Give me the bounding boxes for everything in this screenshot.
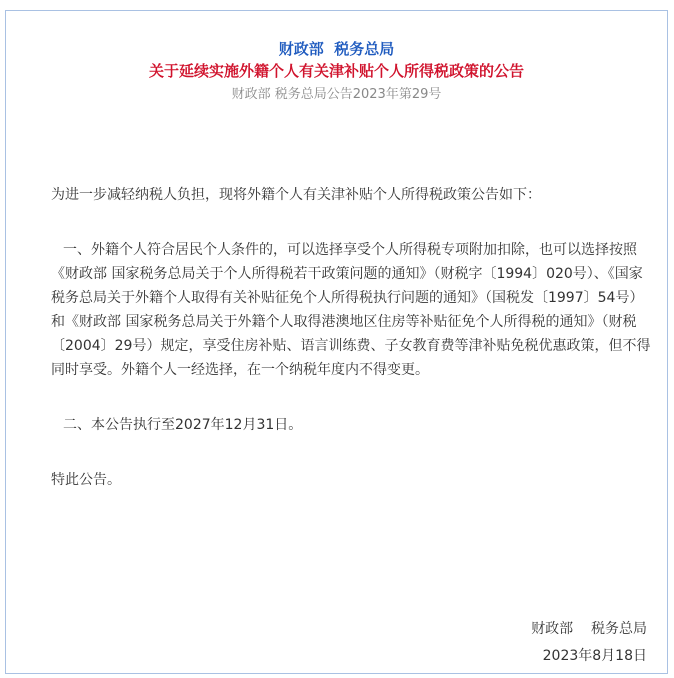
document-frame: [5, 10, 668, 674]
document-number: 财政部 税务总局公告2023年第29号: [231, 87, 442, 102]
date-line: 2023年8月18日: [542, 648, 647, 664]
ending-paragraph: 特此公告。: [51, 472, 121, 488]
signers-line: 财政部 税务总局: [531, 621, 647, 637]
document-body: [51, 183, 651, 523]
document-title: 关于延续实施外籍个人有关津补贴个人所得税政策的公告: [148, 62, 524, 80]
intro-paragraph: 为进一步减轻纳税人负担，现将外籍个人有关津补贴个人所得税政策公告如下：: [51, 187, 541, 203]
closing-signature: [531, 616, 647, 670]
item-one-paragraph: 一、外籍个人符合居民个人条件的，可以选择享受个人所得税专项附加扣除，也可以选择按照《财政部 国家税务总局关于个人所得税若干政策问题的通知》（财税字〔1994〕020号）、《国家税务总局关于外籍个人取得有关补贴征免个人所得税执行问题的通知》（国税发〔1997〕54号）和《财政部 国家税务总局关于外籍个人取得港澳地区住房等补贴征免个人所得税的通知》（财税〔2004〕29号）规定，享受住房补贴、语言训练费、子女教育费等津补贴免税优惠政策，但不得同时享受。外籍个人一经选择，在一个纳税年度内不得变更。: [51, 242, 651, 378]
issuer-line: 财政部 税务总局: [278, 40, 395, 58]
item-two-paragraph: 二、本公告执行至2027年12月31日。: [63, 417, 303, 433]
document-header: [6, 39, 667, 105]
